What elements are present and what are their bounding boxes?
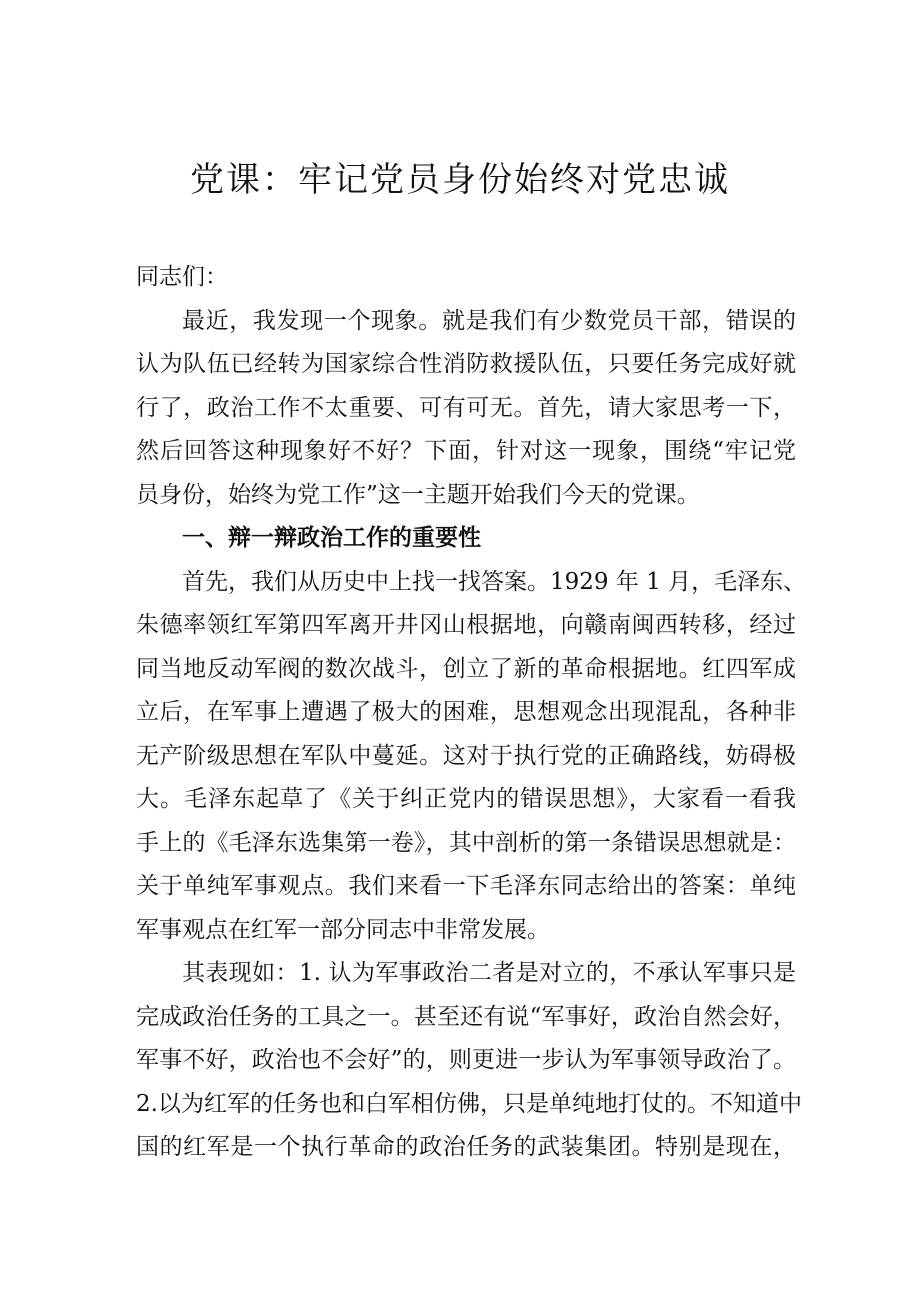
paragraph-line: 完成政治任务的工具之一。甚至还有说“军事好，政治自然会好， [136,1003,796,1030]
document-title: 党课：牢记党员身份始终对党忠诚 [190,160,730,200]
salutation: 同志们： [136,264,228,290]
paragraph-line: 手上的《毛泽东选集第一卷》，其中剖析的第一条错误思想就是： [136,829,796,856]
paragraph-line: 首先，我们从历史中上找一找答案。1929 年 1 月，毛泽东、 [182,568,807,595]
paragraph-line: 国的红军是一个执行革命的政治任务的武装集团。特别是现在， [136,1134,796,1160]
paragraph-line: 同当地反动军阀的数次战斗，创立了新的革命根据地。红四军成 [136,655,796,682]
paragraph-line: 立后，在军事上遭遇了极大的困难，思想观念出现混乱，各种非 [136,699,796,725]
paragraph-line: 无产阶级思想在军队中蔓延。这对于执行党的正确路线，妨碍极 [136,742,796,769]
paragraph-line: 大。毛泽东起草了《关于纠正党内的错误思想》，大家看一看我 [136,786,796,812]
document-body [136,256,807,1170]
paragraph-line: 行了，政治工作不太重要、可有可无。首先，请大家思考一下， [136,394,796,421]
paragraph-line: 军事不好，政治也不会好”的，则更进一步认为军事领导政治了。 [136,1047,796,1073]
paragraph-intro [136,300,796,518]
paragraph-line: 关于单纯军事观点。我们来看一下毛泽东同志给出的答案：单纯 [136,873,796,899]
paragraph-line: 认为队伍已经转为国家综合性消防救援队伍，只要任务完成好就 [136,351,796,377]
paragraph-line: 然后回答这种现象好不好？下面，针对这一现象，围绕“牢记党 [136,438,796,464]
paragraph-line: 朱德率领红军第四军离开井冈山根据地，向赣南闽西转移，经过 [136,612,796,638]
paragraph-line: 最近，我发现一个现象。就是我们有少数党员干部，错误的 [182,307,796,334]
section-heading: 一、辩一辩政治工作的重要性 [182,525,481,551]
paragraph-history [136,561,807,953]
paragraph-line: 2.以为红军的任务也和白军相仿佛，只是单纯地打仗的。不知道中 [136,1090,802,1117]
paragraph-line: 其表现如：1. 认为军事政治二者是对立的，不承认军事只是 [182,960,796,986]
paragraph-manifestation [136,952,802,1170]
paragraph-line: 员身份，始终为党工作”这一主题开始我们今天的党课。 [136,481,700,508]
paragraph-line: 军事观点在红军一部分同志中非常发展。 [136,916,550,943]
